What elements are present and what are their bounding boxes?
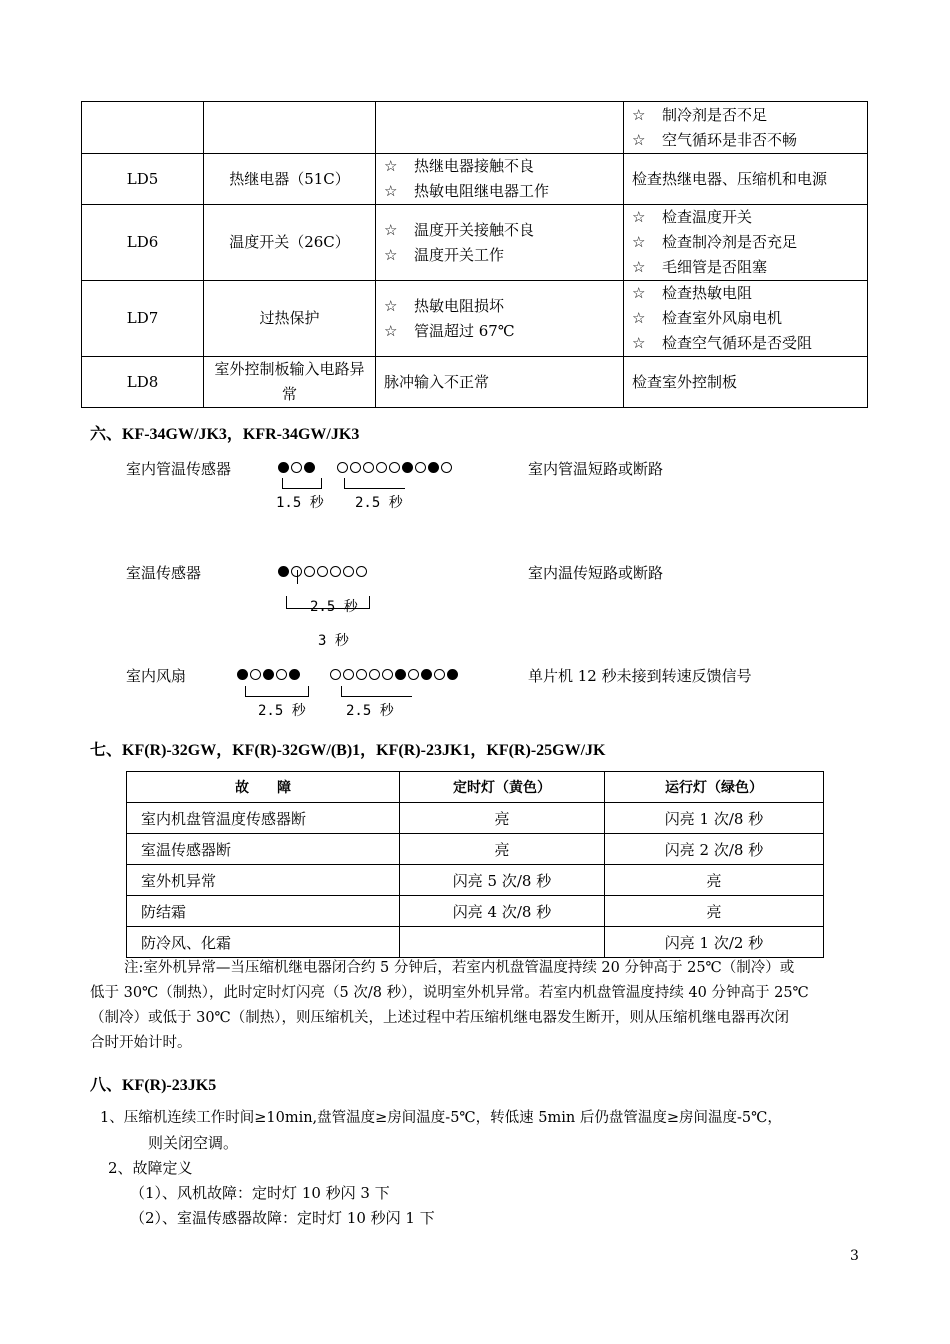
rule-line: （2）、室温传感器故障：定时灯 10 秒闪 1 下	[130, 1209, 435, 1227]
table-row: 防结霜 闪亮 4 次/8 秒 亮	[127, 896, 824, 927]
blink-sequence	[278, 458, 454, 476]
name-cell: 热继电器（51C）	[204, 154, 376, 205]
section-8-title: 八、KF(R)-23JK5	[90, 1077, 217, 1094]
rule-line: 2、故障定义	[108, 1159, 193, 1177]
interval-time: 2.5 秒	[355, 495, 403, 511]
sensor-label: 室温传感器	[126, 564, 202, 582]
section-7-title: 七、KF(R)-32GW，KF(R)-32GW/(B)1，KF(R)-23JK1，KF(R)-25GW/JK	[90, 742, 606, 759]
interval-time: 2.5 秒	[258, 703, 306, 719]
table-row: 室内机盘管温度传感器断 亮 闪亮 1 次/8 秒	[127, 803, 824, 834]
section-6-title: 六、KF-34GW/JK3，KFR-34GW/JK3	[90, 426, 360, 443]
rule-line: （1）、风机故障：定时灯 10 秒闪 3 下	[130, 1184, 390, 1202]
interval-time: 2.5 秒	[310, 599, 358, 615]
table-header-row: 故 障 定时灯（黄色） 运行灯（绿色）	[127, 772, 824, 803]
rule-line: 则关闭空调。	[148, 1134, 239, 1152]
rule-line: 1、压缩机连续工作时间≥10min,盘管温度≥房间温度-5℃，转低速 5min 后仍盘管温度≥房间温度-5℃，	[100, 1110, 782, 1126]
table-row: LD7 过热保护 ☆ 热敏电阻损坏 ☆ 管温超过 67℃ ☆ 检查热敏电阻 ☆ 检查室外风扇电机 ☆ 检查空气循环是否受阻	[82, 281, 868, 357]
interval-bracket	[341, 686, 412, 697]
interval-bracket	[344, 478, 405, 489]
table-row: ☆ 制冷剂是否不足 ☆ 空气循环是非否不畅	[82, 102, 868, 154]
interval-time: 1.5 秒	[276, 495, 324, 511]
table-row: 室外机异常 闪亮 5 次/8 秒 亮	[127, 865, 824, 896]
table-row: 防冷风、化霜 闪亮 1 次/2 秒	[127, 927, 824, 958]
sensor-label: 室内风扇	[126, 667, 187, 685]
blink-sequence	[278, 562, 369, 580]
fault-description: 单片机 12 秒未接到转速反馈信号	[528, 667, 752, 685]
fault-description: 室内管温短路或断路	[528, 460, 664, 478]
blink-sequence	[237, 665, 460, 683]
check-item: 制冷剂是否不足	[662, 105, 768, 124]
table-row: LD5 热继电器（51C） ☆ 热继电器接触不良 ☆ 热敏电阻继电器工作 检查热继电器、压缩机和电源	[82, 154, 868, 205]
table-row: LD8 室外控制板输入电路异常 脉冲输入不正常 检查室外控制板	[82, 357, 868, 408]
interval-bracket	[245, 686, 309, 697]
table-row: LD6 温度开关（26C） ☆ 温度开关接触不良 ☆ 温度开关工作 ☆ 检查温度开关 ☆ 检查制冷剂是否充足 ☆ 毛细管是否阻塞	[82, 205, 868, 281]
check-item: 空气循环是非否不畅	[662, 130, 798, 149]
sensor-label: 室内管温传感器	[126, 460, 232, 478]
check-cell: 检查热继电器、压缩机和电源	[624, 154, 868, 205]
fault-description: 室内温传短路或断路	[528, 564, 664, 582]
interval-time: 2.5 秒	[346, 703, 394, 719]
code-cell: LD5	[82, 154, 204, 205]
fault-table-ld	[81, 101, 868, 408]
table-row: 室温传感器断 亮 闪亮 2 次/8 秒	[127, 834, 824, 865]
note-paragraph: 注:室外机异常—当压缩机继电器闭合约 5 分钟后，若室内机盘管温度持续 20 分钟高于 25℃（制冷）或 低于 30℃（制热），此时定时灯闪亮（5 次/8 秒），说明室外机异常。若室内机盘管温度持续 40 分钟高于 25℃ （制冷）或低于 30℃（制热），则压缩机关，上述过程中若压缩机继电器发生断开，则从压缩机继电器再次闭 合时开始计时。	[90, 960, 809, 1051]
indicator-table	[126, 771, 824, 958]
page-number: 3	[850, 1248, 859, 1264]
interval-bracket	[282, 478, 322, 489]
interval-time: 3 秒	[318, 633, 349, 649]
